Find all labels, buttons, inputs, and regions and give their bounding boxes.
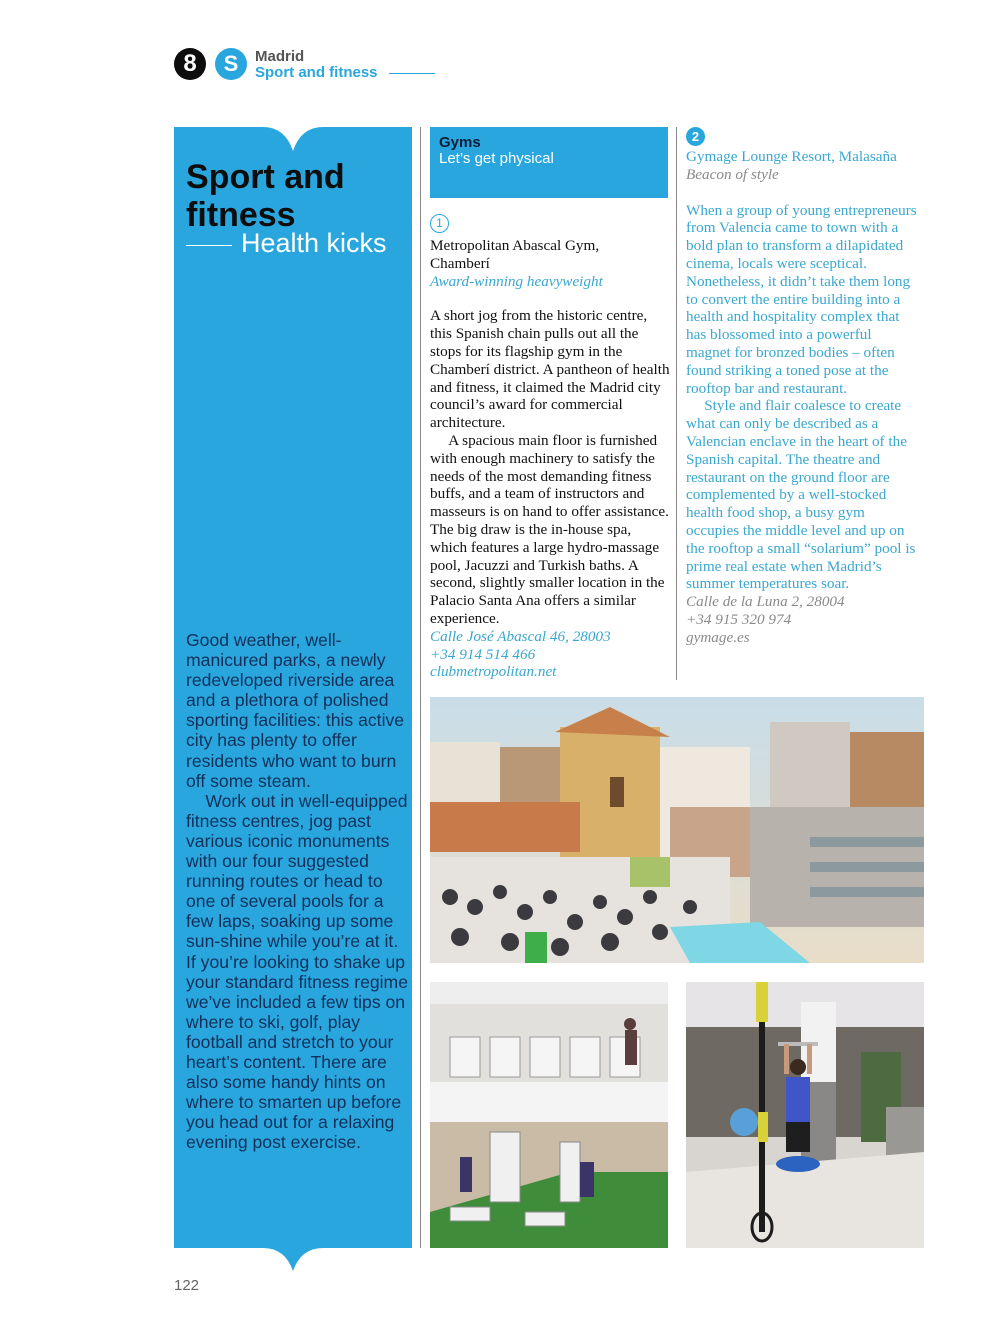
- entry-address: Calle José Abascal 46, 28003: [430, 627, 611, 645]
- entry-tagline: Award-winning heavyweight: [430, 272, 603, 290]
- suspension-training-photo: [686, 982, 924, 1248]
- intro-subtitle-rule: [186, 245, 232, 246]
- entry-name: Gymage Lounge Resort, Malasaña: [686, 148, 897, 165]
- intro-subtitle: Health kicks: [241, 228, 387, 258]
- column-divider: [420, 127, 421, 1248]
- entry-address: Calle de la Luna 2, 28004: [686, 593, 845, 611]
- entry-name: Metropolitan Abascal Gym, Chamberí: [430, 237, 600, 272]
- entry-website-link[interactable]: gymage.es: [686, 628, 750, 646]
- entry-number-badge: 1: [430, 214, 449, 233]
- column-divider: [676, 127, 677, 680]
- entry-number-badge: 2: [686, 127, 705, 146]
- entry-2: [686, 148, 926, 647]
- entry-paragraph: A short jog from the historic centre, this Spanish chain pulls out all the stops for its flagship gym in the Chamberí district. A pantheon of health and fitness, it claimed the Madrid city council’s award for commercial architecture.: [430, 307, 670, 432]
- rooftop-pool-photo: [430, 697, 924, 963]
- entry-paragraph: A spacious main floor is furnished with enough machinery to satisfy the needs of the most demanding fitness buffs, and a team of instructors and masseurs is on hand to offer assistance. The big draw is the in-house spa, which features a large hydro-massage pool, Jacuzzi and Turkish baths. A second, slightly smaller location in the Palacio Santa Ana offers a similar experience.: [430, 431, 669, 627]
- entry-website-link[interactable]: clubmetropolitan.net: [430, 663, 557, 681]
- header-rule: [389, 73, 435, 74]
- page-number: 122: [174, 1277, 200, 1294]
- intro-body: [186, 630, 408, 1152]
- intro-paragraph: Work out in well-equipped fitness centres, jog past various iconic monuments with our four suggested running routes or head to one of several pools for a few laps, soaking up some sun-shine while you’re at it. If you’re looking to shake up your standard fitness regime we’ve included a few tips on where to ski, golf, play football and stretch to your heart’s content. There are also some handy hints on where to smarten up before you head out for a relaxing evening post exercise.: [186, 790, 408, 1153]
- section-letter-badge: S: [215, 48, 247, 80]
- entry-1: [430, 237, 670, 681]
- entry-phone[interactable]: +34 914 514 466: [430, 645, 536, 663]
- entry-phone[interactable]: +34 915 320 974: [686, 610, 792, 628]
- header-section: Sport and fitness: [255, 64, 378, 81]
- intro-title: Sport and fitness: [186, 158, 345, 234]
- chapter-number-badge: 8: [174, 48, 206, 80]
- entry-paragraph: When a group of young entrepreneurs from Valencia came to town with a bold plan to transform a dilapidated cinema, locals were sceptical. Nonetheless, it didn’t take them long to convert the entire building into a health and hospitality complex that has blossomed into a powerful magnet for bronzed bodies – often found striking a toned pose at the rooftop bar and restaurant.: [686, 201, 917, 397]
- panel-top-notch: [263, 127, 323, 153]
- header-city: Madrid: [255, 48, 305, 65]
- entry-paragraph: Style and flair coalesce to create what can only be described as a Valencian enclave in the heart of the Spanish capital. The theatre and restaurant on the ground floor are complemented by a well-stocked health food shop, a busy gym occupies the middle level and up on the rooftop a small “solarium” pool is prime real estate when Madrid’s summer temperatures soar.: [686, 397, 916, 593]
- entry-tagline: Beacon of style: [686, 165, 779, 183]
- gym-floor-photo: [430, 982, 668, 1248]
- gyms-title: Gyms: [439, 134, 481, 151]
- gyms-subtitle: Let’s get physical: [439, 150, 554, 167]
- intro-paragraph: Good weather, well-manicured parks, a newly redeveloped riverside area and a plethora of polished sporting facilities: this active city has plenty to offer residents who want to burn off some steam.: [186, 630, 405, 791]
- panel-bottom-pointer: [263, 1248, 323, 1272]
